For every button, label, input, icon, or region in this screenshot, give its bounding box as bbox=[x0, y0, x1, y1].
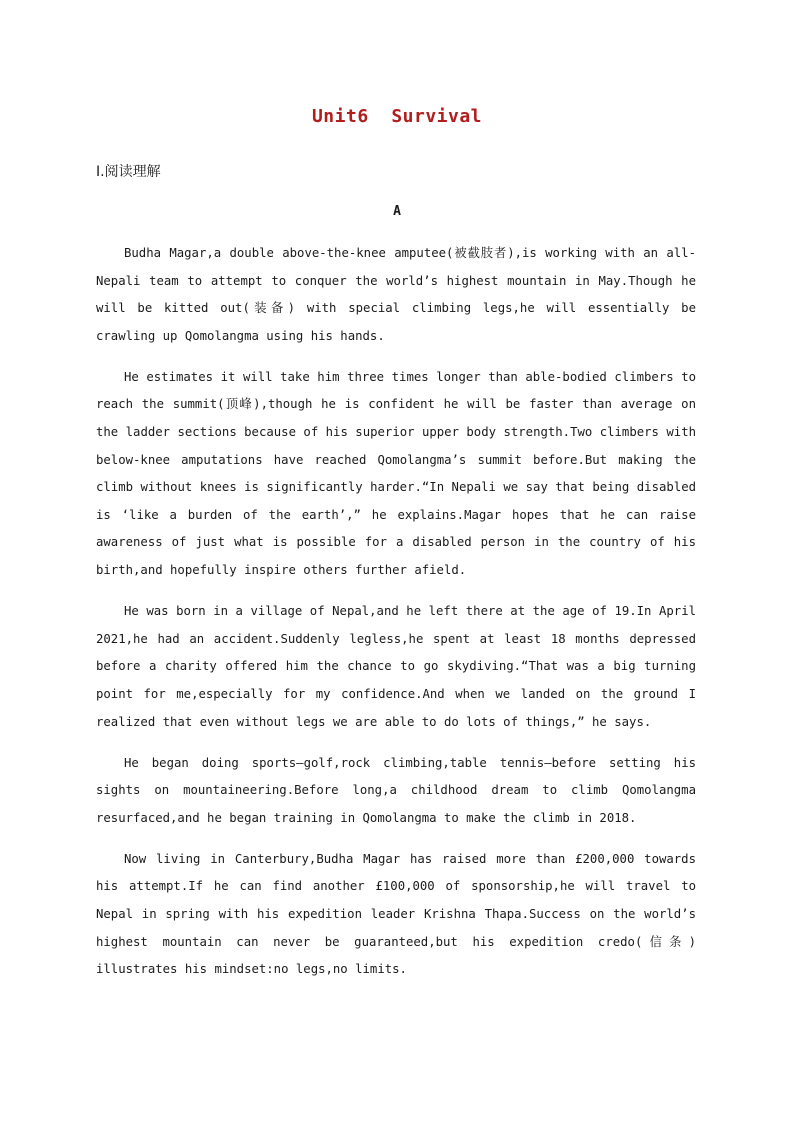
unit-title: Unit6 Survival bbox=[311, 106, 483, 127]
paragraph-4: He began doing sports—golf,rock climbing,table tennis—before setting his sights on mountaineering.Before long,a childhood dream to climb Qomolangma resurfaced,and he began training in Qomolangma to make the climb in 2018. bbox=[96, 755, 696, 825]
paragraph-2: He estimates it will take him three times longer than able-bodied climbers to reach the summit(顶峰),though he is confident he will be faster than average on the ladder sections because of his superior upper body strength.Two climbers with below-knee amputations have reached Qomolangma’s summit before.But making the climb without knees is significantly harder.“In Nepali we say that being disabled is ‘like a burden of the earth’,” he explains.Magar hopes that he can raise awareness of just what is possible for a disabled person in the country of his birth,and hopefully inspire others further afield. bbox=[96, 369, 696, 578]
paragraph-3: He was born in a village of Nepal,and he left there at the age of 19.In April 2021,he had an accident.Suddenly legless,he spent at least 18 months depressed before a charity offered him the chance to go skydiving.“That was a big turning point for me,especially for my confidence.And when we landed on the ground I realized that even without legs we are able to do lots of things,” he says. bbox=[96, 604, 696, 729]
paragraph-5: Now living in Canterbury,Budha Magar has raised more than £200,000 towards his attempt.If he can find another £100,000 of sponsorship,he will travel to Nepal in spring with his expedition leader Krishna Thapa.Success on the world’s highest mountain can never be guaranteed,but his expedition credo(信条) illustrates his mindset:no legs,no limits. bbox=[96, 851, 696, 977]
passage-body bbox=[96, 240, 696, 997]
section-heading: Ⅰ.阅读理解 bbox=[96, 164, 161, 180]
passage-label: A bbox=[393, 204, 401, 219]
paragraph-1: Budha Magar,a double above-the-knee amputee(被截肢者),is working with an all-Nepali team to attempt to conquer the world’s highest mountain in May.Though he will be kitted out(装备) with special climbing legs,he will essentially be crawling up Qomolangma using his hands. bbox=[96, 246, 696, 343]
